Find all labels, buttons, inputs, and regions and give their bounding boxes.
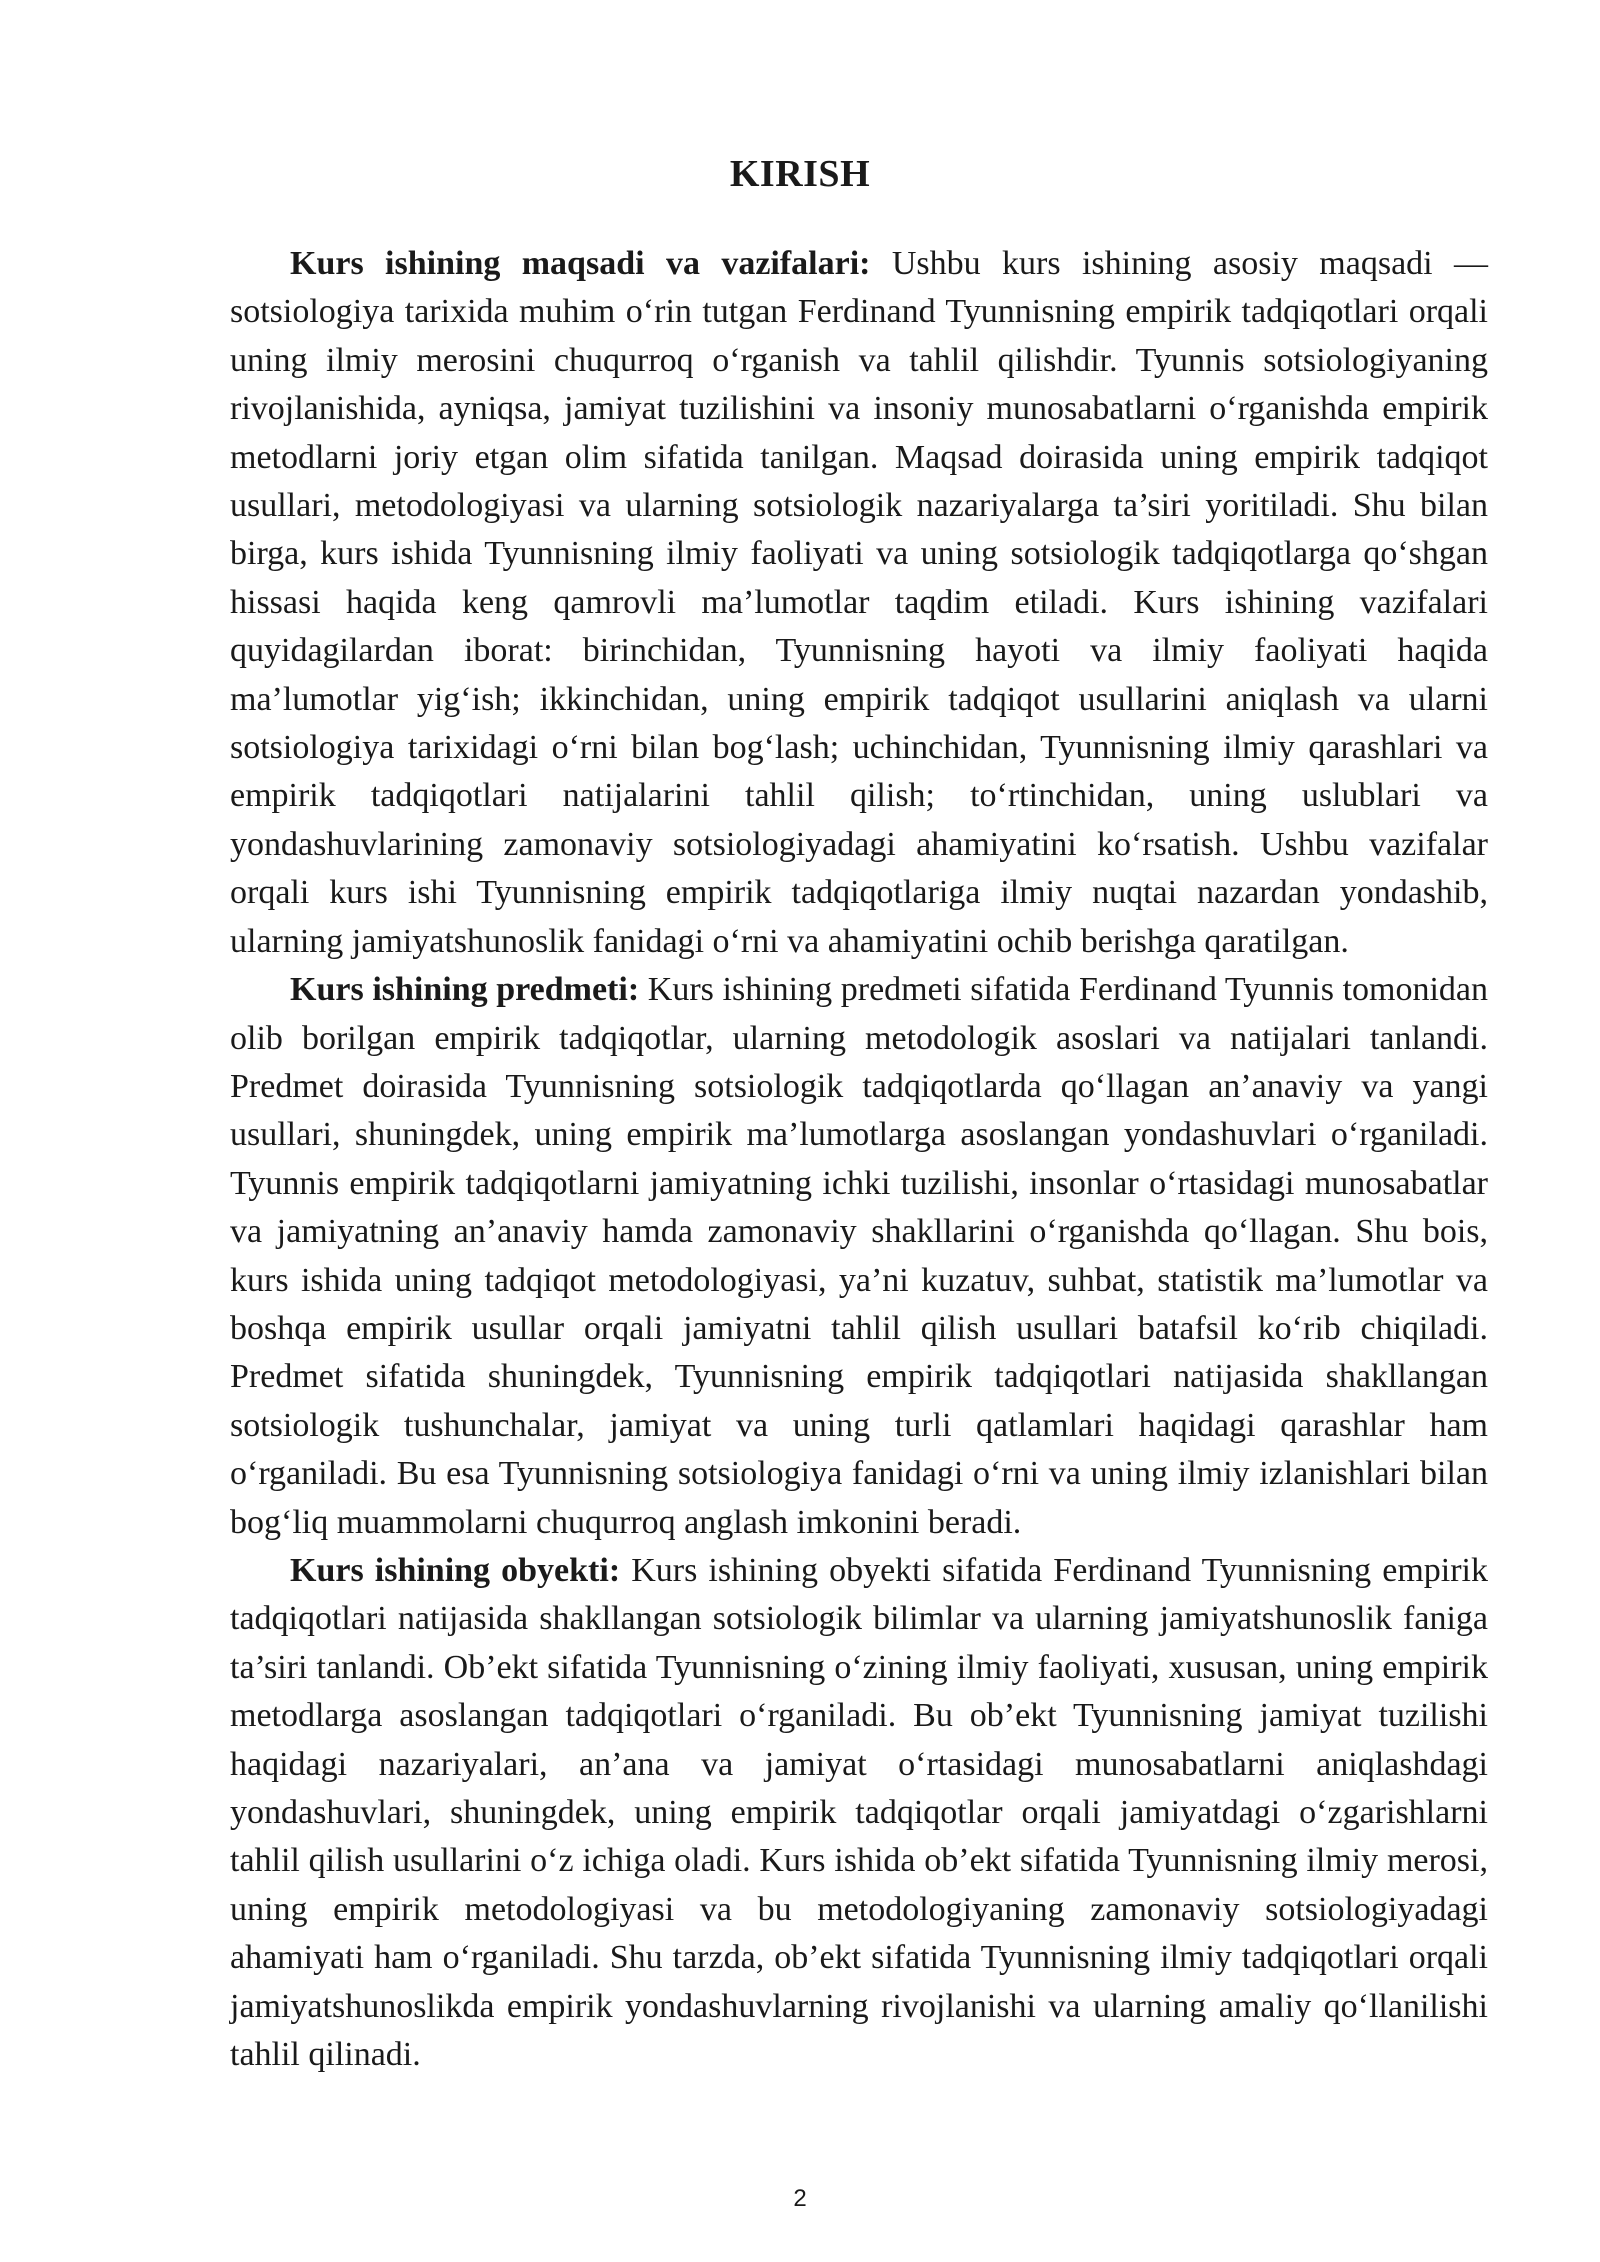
paragraph-text: Kurs ishining obyekti sifatida Ferdinand Tyunnisning empirik tadqiqotlari natijasida shakllangan sotsiologik bilimlar va ularning jamiyatshunoslik faniga ta’siri tanlandi. Ob’ekt sifatida Tyunnisning o‘zining ilmiy faoliyati, xususan, uning empirik metodlarga asoslangan tadqiqotlari o‘rganiladi. Bu ob’ekt Tyunnisning jamiyat tuzilishi haqidagi nazariyalari, an’ana va jamiyat o‘rtasidagi munosabatlarni aniqlashdagi yondashuvlari, shuningdek, uning empirik tadqiqotlar orqali jamiyatdagi o‘zgarishlarni tahlil qilish usullarini o‘z ichiga oladi. Kurs ishida ob’ekt sifatida Tyunnisning ilmiy merosi, uning empirik metodologiyasi va bu metodologiyaning zamonaviy sotsiologiyadagi ahamiyati ham o‘rganiladi. Shu tarzda, ob’ekt sifatida Tyunnisning ilmiy tadqiqotlari orqali jamiyatshunoslikda empirik yondashuvlarning rivojlanishi va ularning amaliy qo‘llanilishi tahlil qilinadi. [230, 1551, 1488, 2074]
paragraph-maqsadi [230, 240, 1488, 966]
paragraph-text: Kurs ishining predmeti sifatida Ferdinand Tyunnis tomonidan olib borilgan empirik tadqiqotlar, ularning metodologik asoslari va natijalari tanlandi. Predmet doirasida Tyunnisning sotsiologik tadqiqotlarda qo‘llagan an’anaviy va yangi usullari, shuningdek, uning empirik ma’lumotlarga asoslangan yondashuvlari o‘rganiladi. Tyunnis empirik tadqiqotlarni jamiyatning ichki tuzilishi, insonlar o‘rtasidagi munosabatlar va jamiyatning an’anaviy hamda zamonaviy shakllarini o‘rganishda qo‘llagan. Shu bois, kurs ishida uning tadqiqot metodologiyasi, ya’ni kuzatuv, suhbat, statistik ma’lumotlar va boshqa empirik usullar orqali jamiyatni tahlil qilish usullari batafsil ko‘rib chiqiladi. Predmet sifatida shuningdek, Tyunnisning empirik tadqiqotlari natijasida shakllangan sotsiologik tushunchalar, jamiyat va uning turli qatlamlari haqidagi qarashlar ham o‘rganiladi. Bu esa Tyunnisning sotsiologiya fanidagi o‘rni va uning ilmiy izlanishlari bilan bog‘liq muammolarni chuqurroq anglash imkonini beradi. [230, 971, 1488, 1541]
paragraph-heading: Kurs ishining maqsadi va vazifalari: [290, 245, 871, 282]
paragraph-obyekti [230, 1547, 1488, 2079]
page-number: 2 [793, 2185, 807, 2212]
paragraph-text: Ushbu kurs ishining asosiy maqsadi — sotsiologiya tarixida muhim o‘rin tutgan Ferdinand Tyunnisning empirik tadqiqotlari orqali uning ilmiy merosini chuqurroq o‘rganish va tahlil qilishdir. Tyunnis sotsiologiyaning rivojlanishida, ayniqsa, jamiyat tuzilishini va insoniy munosabatlarni o‘rganishda empirik metodlarni joriy etgan olim sifatida tanilgan. Maqsad doirasida uning empirik tadqiqot usullari, metodologiyasi va ularning sotsiologik nazariyalarga ta’siri yoritiladi. Shu bilan birga, kurs ishida Tyunnisning ilmiy faoliyati va uning sotsiologik tadqiqotlarga qo‘shgan hissasi haqida keng qamrovli ma’lumotlar taqdim etiladi. Kurs ishining vazifalari quyidagilardan iborat: birinchidan, Tyunnisning hayoti va ilmiy faoliyati haqida ma’lumotlar yig‘ish; ikkinchidan, uning empirik tadqiqot usullarini aniqlash va ularni sotsiologiya tarixidagi o‘rni bilan bog‘lash; uchinchidan, Tyunnisning ilmiy qarashlari va empirik tadqiqotlari natijalarini tahlil qilish; to‘rtinchidan, uning uslublari va yondashuvlarining zamonaviy sotsiologiyadagi ahamiyatini ko‘rsatish. Ushbu vazifalar orqali kurs ishi Tyunnisning empirik tadqiqotlariga ilmiy nuqtai nazardan yondashib, ularning jamiyatshunoslik fanidagi o‘rni va ahamiyatini ochib berishga qaratilgan. [230, 245, 1488, 960]
paragraph-predmeti [230, 966, 1488, 1547]
page-title: KIRISH [729, 153, 871, 195]
body-text [230, 240, 1488, 2079]
paragraph-heading: Kurs ishining predmeti: [290, 971, 640, 1009]
paragraph-heading: Kurs ishining obyekti: [290, 1551, 621, 1589]
